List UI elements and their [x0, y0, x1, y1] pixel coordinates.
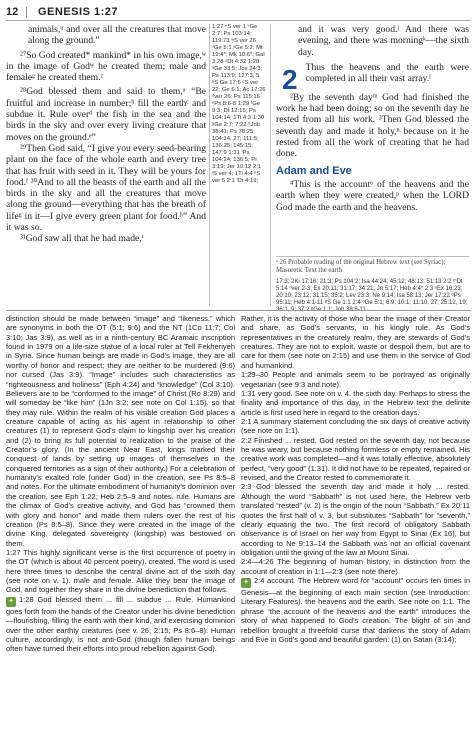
- header-rule: [6, 20, 471, 21]
- column-divider: [209, 24, 210, 306]
- note-1-29-30: 1:29–30 People and animals seem to be portrayed as originally vegetarian (see 9:3 and note).: [241, 370, 470, 389]
- verse-31-start: ³¹God saw all that he had made,ⁱ: [20, 233, 144, 245]
- footnote-area: [276, 250, 469, 308]
- note-2-3: 2:3 God blessed the seventh day and made it holy ... rested. Although the word “Sabbath” is not used here, the Hebrew verb translated “rested” (v. 2) is the origin of the noun “Sabbath.” Ex 20:11 quotes the first half of v. 3, but substitutes “Sabbath” for “seventh,” clearly equating the two. The first record of obligatory Sabbath observance is of Israel on her way from Egypt to Sinai (Ex 16), but according to Ne 9:13–14 the Sabbath was not an official covenant obligation until the giving of the law at Mount Sinai.: [241, 482, 470, 557]
- note-1-27: 1:27 This highly significant verse is the first occurrence of poetry in the OT (which is about 40 percent poetry). created. The word is used here three times to describe the central divine act of the sixth day (see note on v. 1). male and female. Alike they bear the image of God, and together they share in the divine benediction that follows.: [6, 547, 235, 595]
- bible-text-right-column: [276, 24, 469, 224]
- bible-text-left-column: [6, 24, 206, 308]
- note-2-4-4-26: 2:4—4:26 The beginning of human history, in distinction from the account of creation in 1:1—2:3 (see note there).: [241, 557, 470, 576]
- note-2-1: 2:1 A summary statement concluding the six days of creative activity (see note on 1:1).: [241, 416, 470, 436]
- note-1-26-continued: distinction should be made between “image” and “likeness,” which are synonyms in both the OT (5:1; 9:6) and the NT (1Co 11:7; Col 3:10; Jas 3:9), as well as in a ninth-century BC Aramaic inscription found in 1979 on a life-size statue of a local ruler at Tell Fekheriyeh in Syria. Since human beings are made in God’s image, they are all worthy of honor and respect; they are neither to be murdered (9:6) nor cursed (Jas 3:9). “Image” includes such characteristics as “righteousness and holiness” (Eph 4:24) and “knowledge” (Col 3:10). Believers are to be “conformed to the image” of Christ (Ro 8:29) and will someday be “like him” (1Jn 3:2; see note on Col 1:15). so that they may rule. Within the realm of his visible creation God places a creature capable of acting as his agent in relationship to other creatures (1) to represent God’s claim to kingship over his creation and (2) to bring its full potential to realization to the praise of the Creator’s glory. (In the ancient Near East, kings marked their conquest of lands by setting up images of themselves in the conquered territories as a sign of their authority.) For a celebration of humanity’s exalted role (under God) in the creation, see Ps 8:5–8 and notes. For the ultimate embodiment of humanity’s dominion over the creation, see Eph 1:22; Heb 2:5–9 and notes. rule. Humans are the climax of God’s creative activity, and God has “crowned them with glory and honor” and made them rulers over the rest of his creation (Ps 8:5–8). Since they were created in the image of the divine King, delegated sovereignty (kingship) was bestowed on them.: [6, 314, 235, 548]
- note-2-4: ✦ 2:4 account. The Hebrew word for “account” occurs ten times in Genesis—at the beginning of each main section (see Introduction: Literary Features). the heavens and the earth. See note on 1:1. The phrase “the account of the heavens and the earth” introduces the story of what happened to God’s creation. The blight of sin and rebellion brought a threefold curse that darkens the story of Adam and Eve in God’s good and beautiful garden: (1) on Satan (3:14);: [241, 576, 470, 644]
- cross-reference-column: 1:27 ⁿS ver 1 ᵛGe 2:7; Ps 103:14; 119:73 ʷS ver 26 ˣGe 5:1 ʸGe 5:2; Mt 19:4*; Mk 10:6*; Gal 3:28 ᶻDt 4:32 1:28 ᵃGe 33:5; Jos 24:3; Ps 113:9; 127:3, 5 ᵇS Ge 17:6 ᶜS ver 22; Ge 6:1; Ac 17:26 ᵈver 26; Ps 115:16 ᵉPs 8:6-8 1:29 ᶠGe 9:3; Dt 12:15; Ps 104:14; 1Ti 4:3 1:30 ᵍGe 2:7; 7:22 ʰJob 38:41; Ps 78:25; 104:14, 27; 111:5; 136:25; 145:15; 147:9 1:31 ⁱPs 104:24; 136:5; Pr 3:19; Jer 10:12 2:1 ʲS ver 4; 1Ti 4:4 ᵏS ver 5 2:1 ˡDt 4:19;: [212, 24, 266, 184]
- study-notes-left: [6, 314, 235, 744]
- text-footnote: ᵃ 26 Probable reading of the original Hebrew text (see Syriac); Masoretic Text the earth: [276, 256, 469, 275]
- verse-31-end: and it was very good.ʲ And there was evening, and there was morningᵏ—the sixth day.: [298, 24, 469, 58]
- chapter-number: 2: [282, 63, 298, 95]
- note-2-2: 2:2 Finished ... rested. God rested on the seventh day, not because he was weary, but because nothing formless or empty remained. His creative work was completed—and it was totally effective, absolutely perfect, “very good” (1:31). It did not have to be repeated, repaired or revised, and the Creator rested to commemorate it.: [241, 435, 470, 483]
- header-separator: |: [25, 6, 28, 18]
- study-note-icon: ✦: [6, 597, 16, 607]
- study-note-icon: ✦: [241, 578, 251, 588]
- note-1-28-continued: Rather, it is the activity of those who bear the image of their Creator and share, as God’s servants, in his kingly rule. As God’s representatives in the creaturely realm, they are stewards of God’s creatures. They are not to exploit, waste or despoil them, but are to care for them (see note on 2:15) and use them in the service of God and humankind.: [241, 314, 470, 370]
- verse-2-2-3: ²By the seventh dayᵐ God had finished the work he had been doing; so on the seventh day he rested from all his work. ³Then God blessed the seventh day and made it holy,ⁿ because on it he rested from all the work of creating that he had done.: [276, 91, 469, 160]
- study-notes-right: [241, 314, 470, 744]
- verse-28: ²⁸God blessed them and said to them,ᵃ “Be fruitful and increase in number;ᵇ fill the earthᶜ and subdue it. Rule overᵈ the fish in the sea and the birds in the sky and over every living creature that moves on the ground.ᵉ”: [6, 86, 206, 143]
- verse-29-30: ²⁹Then God said, “I give you every seed-bearing plant on the face of the whole earth and every tree that has fruit with seed in it. They will be yours for food.ᶠ ³⁰And to all the beasts of the earth and all the birds in the sky and all the creatures that move along the ground—everything that has the breath of lifeᵍ in it—I give every green plant for food.ʰ” And it was so.: [6, 142, 206, 234]
- page-number: 12: [6, 6, 19, 18]
- note-1-28: ✦ 1:28 God blessed them ... fill ... subdue ... Rule. Humankind goes forth from the hands of the Creator under his divine benediction—flourishing, filling the earth with their kind, and exercising dominion over the other earthly creatures (see v. 26; 2:15; Ps 8:6–8). Human culture, accordingly, is not anti-God (though fallen human beings often have turned their efforts into proud rebellion against God).: [6, 594, 235, 654]
- bottom-cross-references: 17:3; 2Ki 17:16; 21:3; Ps 104:2; Isa 44:24; 45:12; 48:13; 51:13 2:2 ᵐDt 5:14 ⁿver 2-3; Ex 20:11; 31:17; 34:21; Jn 5:17; Heb 4:4* 2:3 ⁿEx 16:23; 20:10; 23:12; 31:15; 35:2; Lev 23:3; Ne 9:14; Isa 58:13; Jer 17:22 ᵒPs 95:11; Heb 4:1-11 ᵖS Ge 1:1 2:4 ᵒGe 5:1; 6:9; 10:1; 11:10, 27; 25:12, 19;: [276, 279, 468, 307]
- verse-2-1: Thus the heavens and the earth were completed in all their vast array.ˡ: [305, 61, 469, 85]
- verse-2-4: ⁴This is the accountᵒ of the heavens and the earth when they were created,ᵖ when the LORD God made the earth and the heavens.: [276, 178, 469, 213]
- note-1-31: 1:31 very good. See note on v. 4. the sixth day. Perhaps to stress the finality and importance of this day, in the Hebrew text the definite article is first used here in regard to the creation days.: [241, 388, 470, 417]
- verse-26-end: animals,ᵘ and over all the creatures that move along the ground.”: [28, 24, 206, 47]
- running-reference: GENESIS 1:27: [38, 6, 118, 18]
- study-notes-rule: [6, 310, 471, 311]
- column-divider: [270, 24, 271, 306]
- section-heading: Adam and Eve: [276, 164, 352, 177]
- verse-27: ²⁷So God created* mankind* in his own image,ʷ in the image of Godʷ he created them; male and femaleᵍ he created them.ᶻ: [6, 49, 206, 84]
- page-header: [0, 0, 475, 20]
